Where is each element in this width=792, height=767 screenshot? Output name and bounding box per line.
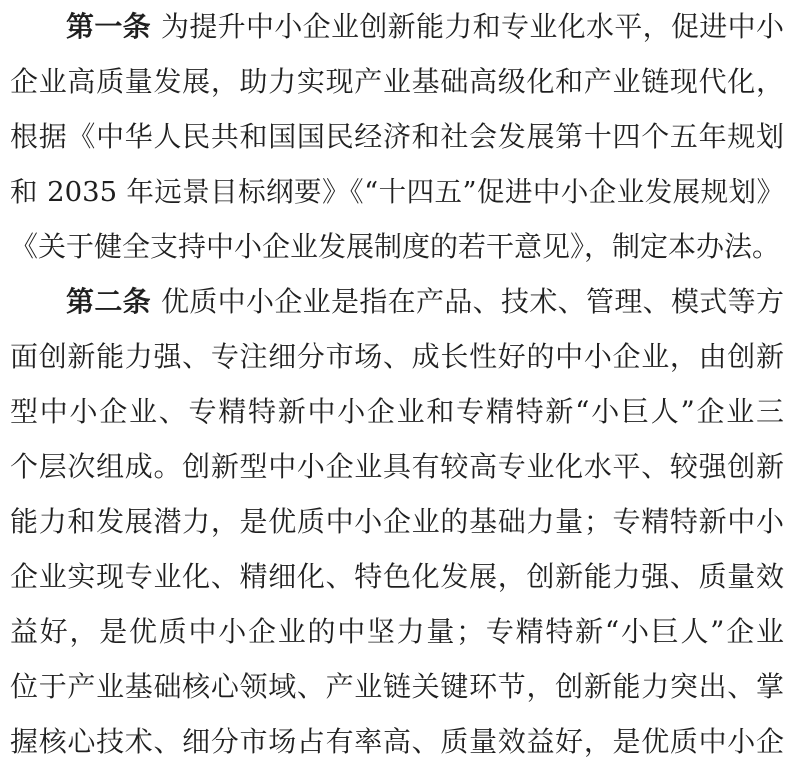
article-1-line-5: 《关于健全支持中小企业发展制度的若干意见》，制定本办法。 (10, 230, 781, 263)
article-2-heading: 第二条 (66, 285, 151, 318)
article-1-text-1: 为提升中小企业创新能力和专业化水平，促进中小 (161, 10, 784, 43)
article-2-line-1 (66, 280, 784, 324)
article-2-text-1: 优质中小企业是指在产品、技术、管理、模式等方 (161, 285, 784, 318)
article-2-line-3: 型中小企业、专精特新中小企业和专精特新“小巨人”企业三 (10, 395, 784, 428)
article-2-line-6: 企业实现专业化、精细化、特色化发展，创新能力强、质量效 (10, 560, 784, 593)
article-2-line-5: 能力和发展潜力，是优质中小企业的基础力量；专精特新中小 (10, 505, 784, 538)
article-1-line-1 (66, 5, 784, 49)
article-1-heading: 第一条 (66, 10, 151, 43)
article-2-line-7: 益好，是优质中小企业的中坚力量；专精特新“小巨人”企业 (10, 615, 784, 648)
article-2-line-4: 个层次组成。创新型中小企业具有较高专业化水平、较强创新 (10, 450, 784, 483)
article-2-line-9: 握核心技术、细分市场占有率高、质量效益好，是优质中小企 (10, 725, 784, 758)
article-1-line-2: 企业高质量发展，助力实现产业基础高级化和产业链现代化， (10, 65, 784, 98)
article-1-line-3: 根据《中华人民共和国国民经济和社会发展第十四个五年规划 (10, 120, 784, 153)
article-1-line-4: 和 2035 年远景目标纲要》《“十四五”促进中小企业发展规划》 (10, 176, 784, 208)
article-2-line-8: 位于产业基础核心领域、产业链关键环节，创新能力突出、掌 (10, 670, 784, 703)
article-2-line-2: 面创新能力强、专注细分市场、成长性好的中小企业，由创新 (10, 340, 784, 373)
